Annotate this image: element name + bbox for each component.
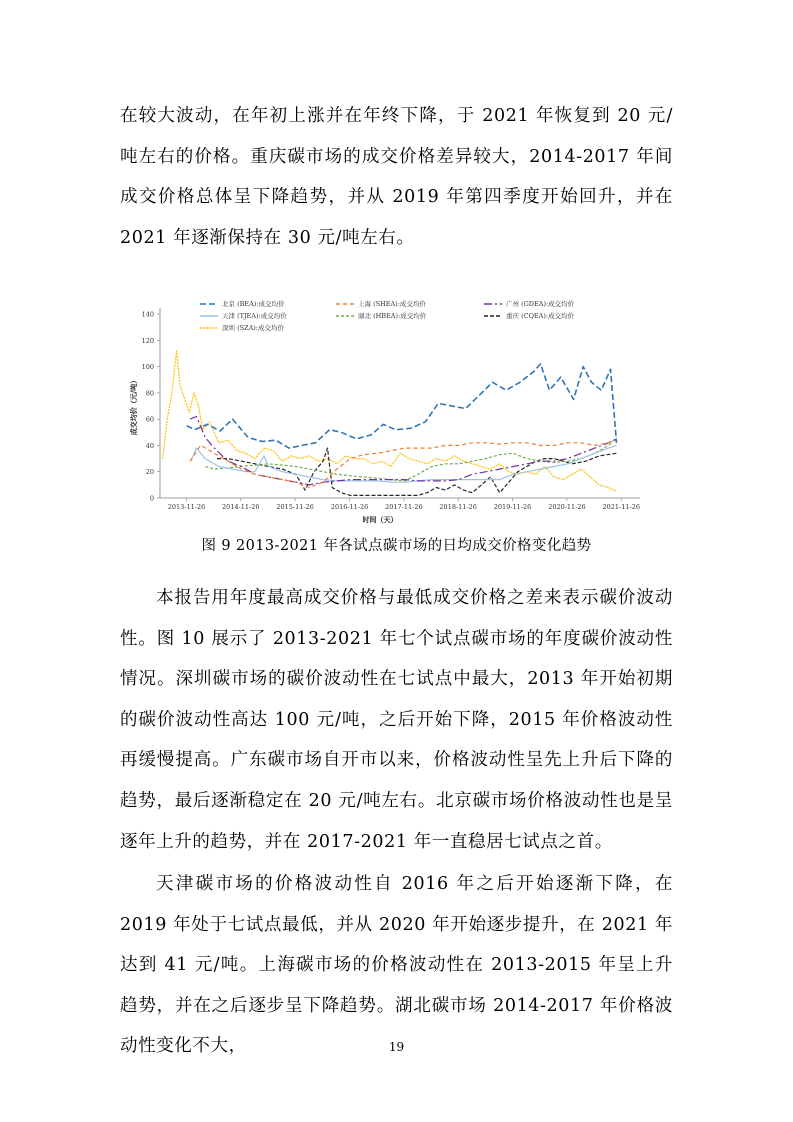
y-tick-label: 20 (145, 468, 154, 477)
y-tick-label: 40 (145, 441, 154, 450)
y-axis-label: 成交均价（元/吨） (129, 376, 138, 436)
y-tick-label: 100 (141, 363, 154, 372)
x-tick-label: 2018-11-26 (439, 503, 477, 511)
price-trend-chart (126, 296, 674, 528)
legend-label-2: 广州 (GDEA):成交均价 (506, 300, 575, 308)
x-tick-label: 2016-11-26 (330, 503, 369, 511)
figure-caption: 图 9 2013-2021 年各试点碳市场的日均成交价格变化趋势 (201, 538, 592, 554)
chart-plot-area (163, 351, 617, 496)
x-tick-label: 2013-11-26 (167, 503, 206, 511)
legend-label-6: 深圳 (SZA):成交均价 (222, 324, 284, 332)
y-tick-label: 60 (145, 415, 154, 424)
series-line-6 (163, 351, 617, 492)
y-tick-label: 80 (145, 389, 154, 398)
chart-axes (129, 308, 640, 524)
y-tick-label: 0 (149, 494, 154, 503)
legend-label-4: 湖北 (HBEA):成交均价 (358, 312, 427, 320)
body-paragraph-3: 天津碳市场的价格波动性自 2016 年之后开始逐渐下降，在 2019 年处于七试点最低，并从 2020 年开始逐步提升，在 2021 年达到 41 元/吨。上海碳市场的价格波动性在 2013-2015 年呈上升趋势，并在之后逐步呈下降趋势。湖北碳市场 2014-2017 年价格波动性变化不大， (120, 874, 673, 1057)
body-paragraph-2: 本报告用年度最高成交价格与最低成交价格之差来表示碳价波动性。图 10 展示了 2013-2021 年七个试点碳市场的年度碳价波动性情况。深圳碳市场的碳价波动性在七试点中最大，2013 年开始初期的碳价波动性高达 100 元/吨，之后开始下降，2015 年价格波动性再缓慢提高。广东碳市场自开市以来，价格波动性呈先上升后下降的趋势，最后逐渐稳定在 20 元/吨左右。北京碳市场价格波动性也是呈逐年上升的趋势，并在 2017-2021 年一直稳居七试点之首。 (120, 588, 673, 852)
chart-legend (200, 299, 575, 332)
body-paragraph-1: 在较大波动，在年初上涨并在年终下降，于 2021 年恢复到 20 元/吨左右的价格。重庆碳市场的成交价格差异较大，2014-2017 年间成交价格总体呈下降趋势，并从 2019 年第四季度开始回升，并在 2021 年逐渐保持在 30 元/吨左右。 (120, 106, 673, 248)
x-axis-label: 时间（天） (362, 515, 398, 524)
x-tick-label: 2014-11-26 (222, 503, 260, 511)
legend-label-0: 北京 (BEA):成交均价 (222, 300, 285, 308)
legend-label-1: 上海 (SHEA):成交均价 (358, 300, 426, 308)
x-tick-label: 2019-11-26 (493, 503, 532, 511)
legend-label-3: 天津 (TJEA):成交均价 (222, 312, 287, 320)
page-number: 19 (388, 1040, 405, 1054)
legend-label-5: 重庆 (CQEA):成交均价 (506, 312, 575, 320)
y-tick-label: 140 (141, 310, 154, 319)
x-tick-label: 2015-11-26 (276, 503, 314, 511)
series-line-0 (187, 364, 617, 448)
x-tick-label: 2021-11-26 (602, 503, 640, 511)
series-line-2 (190, 417, 616, 485)
y-tick-label: 120 (141, 336, 154, 345)
price-trend-figure (126, 296, 674, 528)
x-tick-label: 2020-11-26 (548, 503, 586, 511)
x-tick-label: 2017-11-26 (385, 503, 423, 511)
